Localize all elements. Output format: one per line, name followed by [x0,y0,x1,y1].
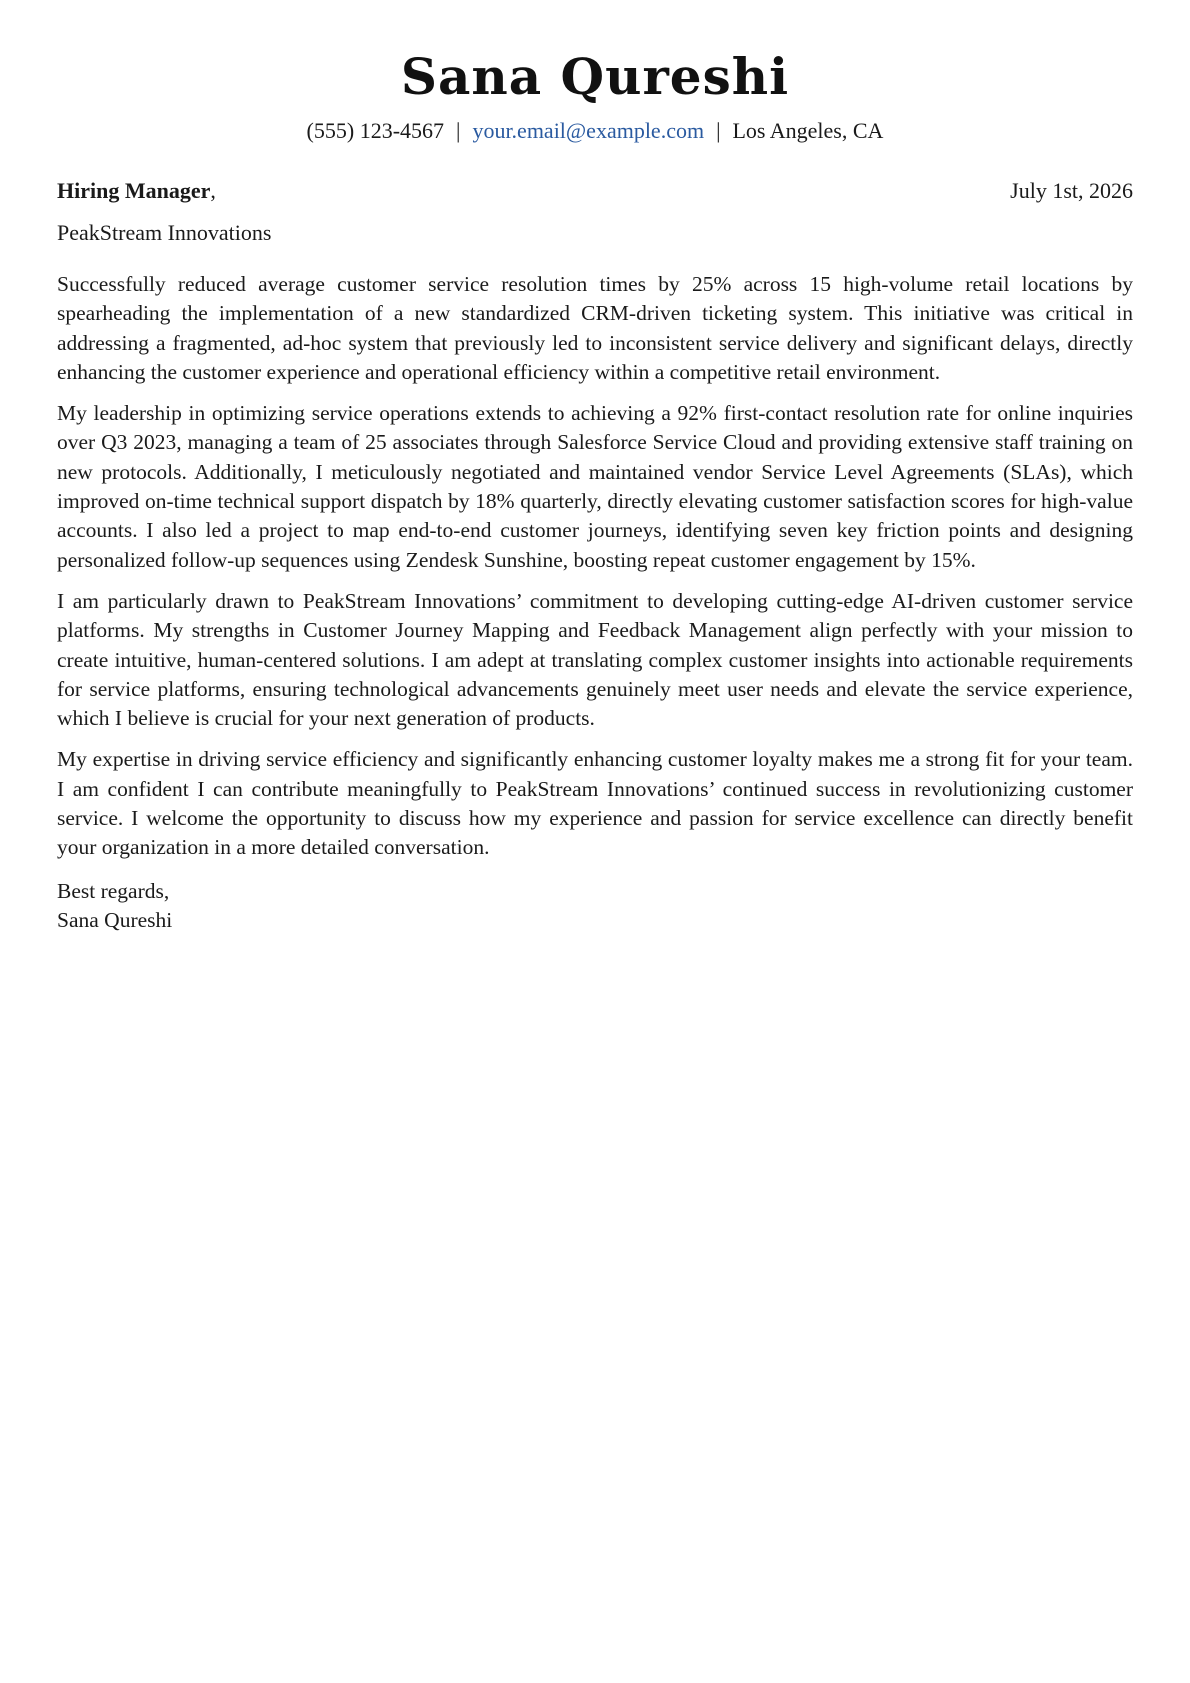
body-paragraph: I am particularly drawn to PeakStream Innovations’ commitment to developing cutting-edge AI-driven customer service platforms. My strengths in Customer Journey Mapping and Feedback Management align perfectly with your mission to create intuitive, human-centered solutions. I am adept at translating complex customer insights into actionable requirements for service platforms, ensuring technological advancements genuinely meet user needs and elevate the service experience, which I believe is crucial for your next generation of products. [57,588,1133,731]
closing-phrase: Best regards, [57,878,170,903]
letter-date: July 1st, 2026 [1010,178,1133,203]
sender-name: Sana Qureshi [400,47,790,106]
phone-number: (555) 123-4567 [306,118,445,143]
recipient [57,176,216,206]
recipient-comma: , [210,178,216,203]
recipient-name: Hiring Manager [57,178,211,203]
letter-page [57,0,1133,935]
email-link[interactable]: your.email@example.com [472,118,705,143]
letter-body [57,270,1133,863]
separator: | [456,118,461,143]
company-name: PeakStream Innovations [57,220,272,245]
separator: | [716,118,721,143]
signature-name: Sana Qureshi [57,907,173,932]
body-paragraph: My expertise in driving service efficiency and significantly enhancing customer loyalty makes me a strong fit for your team. I am confident I can contribute meaningfully to PeakStream Innovations’ continued success in revolutionizing customer service. I welcome the opportunity to discuss how my experience and passion for service excellence can directly benefit your organization in a more detailed conversation. [57,747,1133,860]
body-paragraph: Successfully reduced average customer service resolution times by 25% across 15 high-volume retail locations by spearheading the implementation of a new standardized CRM-driven ticketing system. This initiative was critical in addressing a fragmented, ad-hoc system that previously led to inconsistent service delivery and significant delays, directly enhancing the customer experience and operational efficiency within a competitive retail environment. [57,272,1133,384]
contact-line [57,116,1133,146]
closing-block [57,877,1133,935]
recipient-date-row [57,176,1133,206]
location: Los Angeles, CA [732,118,884,143]
body-paragraph: My leadership in optimizing service operations extends to achieving a 92% first-contact resolution rate for online inquiries over Q3 2023, managing a team of 25 associates through Salesforce Service Cloud and providing extensive staff training on new protocols. Additionally, I meticulously negotiated and maintained vendor Service Level Agreements (SLAs), which improved on-time technical support dispatch by 18% quarterly, directly elevating customer satisfaction scores for high-value accounts. I also led a project to map end-to-end customer journeys, identifying seven key friction points and designing personalized follow-up sequences using Zendesk Sunshine, boosting repeat customer engagement by 15%. [57,401,1133,572]
